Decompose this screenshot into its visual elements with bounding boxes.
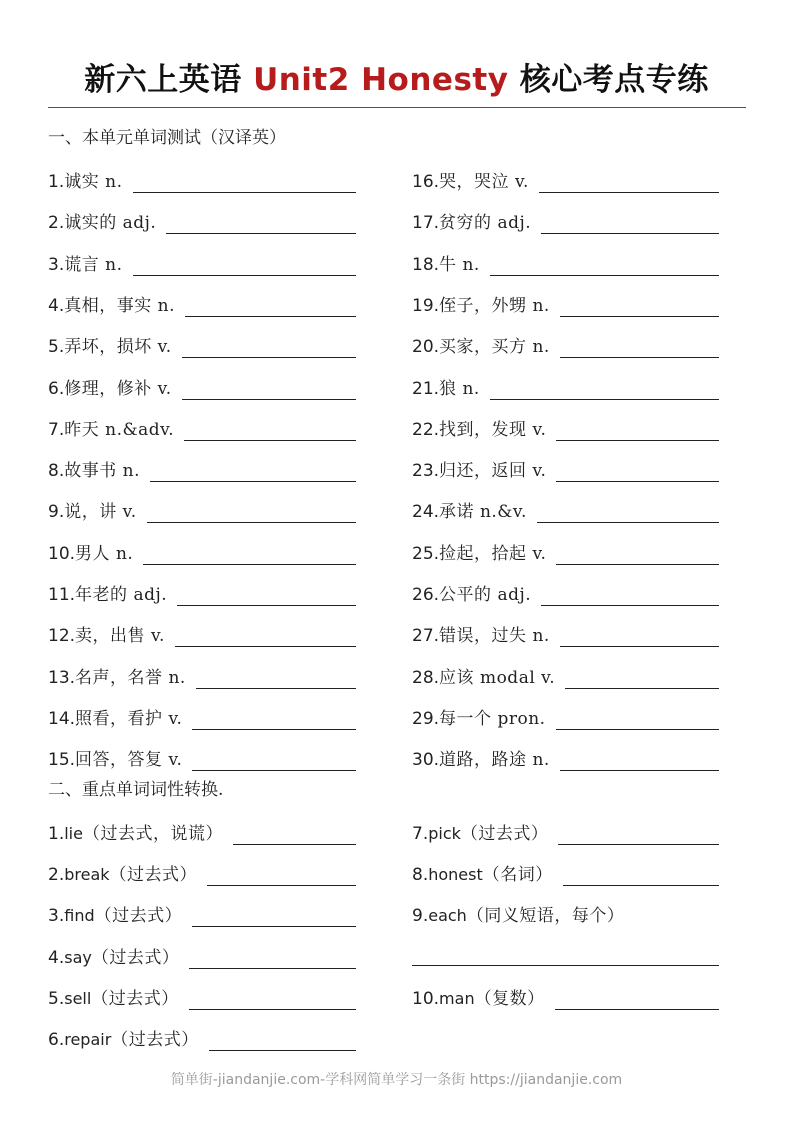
vocab-item bbox=[412, 541, 719, 565]
item-number: 10. bbox=[48, 544, 76, 564]
item-number: 21. bbox=[412, 379, 440, 399]
item-word: each bbox=[428, 906, 467, 925]
item-prompt: 侄子，外甥 n. bbox=[439, 296, 550, 316]
vocab-item bbox=[412, 293, 719, 317]
item-prompt: 每一个 pron. bbox=[439, 709, 546, 729]
vocab-item bbox=[48, 541, 356, 565]
word-form-item bbox=[48, 945, 356, 969]
title-prefix: 新六上英语 bbox=[84, 62, 254, 98]
item-prompt: 道路，路途 n. bbox=[439, 750, 550, 770]
word-form-item bbox=[48, 862, 356, 886]
vocab-item bbox=[48, 169, 356, 193]
item-number: 17. bbox=[412, 213, 440, 233]
item-word: sell bbox=[64, 989, 92, 1008]
section2-heading: 二、重点单词词性转换. bbox=[48, 780, 224, 800]
answer-blank[interactable] bbox=[541, 585, 719, 606]
answer-blank[interactable] bbox=[184, 420, 356, 441]
item-prompt: 弄坏，损坏 v. bbox=[64, 337, 172, 357]
item-number: 10. bbox=[412, 989, 440, 1009]
vocab-item bbox=[48, 210, 356, 234]
word-form-item bbox=[412, 986, 719, 1010]
answer-blank[interactable] bbox=[143, 544, 356, 565]
answer-blank[interactable] bbox=[182, 337, 356, 358]
vocab-item bbox=[48, 458, 356, 482]
word-form-item bbox=[48, 1027, 356, 1051]
word-form-item bbox=[412, 821, 719, 845]
vocab-item bbox=[412, 623, 719, 647]
item-prompt: 承诺 n.&v. bbox=[439, 502, 527, 522]
answer-blank[interactable] bbox=[556, 544, 719, 565]
vocab-item bbox=[412, 582, 719, 606]
item-word: repair bbox=[64, 1030, 112, 1049]
item-prompt: 找到，发现 v. bbox=[439, 420, 547, 440]
item-number: 6. bbox=[48, 1030, 65, 1050]
item-number: 7. bbox=[412, 824, 429, 844]
word-form-item bbox=[412, 862, 719, 886]
vocab-item bbox=[48, 334, 356, 358]
answer-blank[interactable] bbox=[555, 989, 719, 1010]
item-number: 5. bbox=[48, 337, 65, 357]
item-number: 16. bbox=[412, 172, 440, 192]
item-number: 9. bbox=[412, 906, 429, 926]
answer-blank[interactable] bbox=[133, 172, 357, 193]
word-form-item bbox=[48, 821, 356, 845]
item-prompt: 应该 modal v. bbox=[439, 668, 556, 688]
answer-blank[interactable] bbox=[150, 461, 356, 482]
item-word: find bbox=[64, 906, 95, 925]
item-prompt: 名声，名誉 n. bbox=[75, 668, 186, 688]
item-prompt: 牛 n. bbox=[439, 255, 480, 275]
vocab-item bbox=[412, 376, 719, 400]
vocab-item bbox=[48, 747, 356, 771]
item-prompt: 捡起，拾起 v. bbox=[439, 544, 547, 564]
item-number: 20. bbox=[412, 337, 440, 357]
item-prompt: 照看，看护 v. bbox=[75, 709, 183, 729]
item-prompt: 诚实 n. bbox=[64, 172, 123, 192]
item-number: 3. bbox=[48, 255, 65, 275]
item-number: 22. bbox=[412, 420, 440, 440]
item-word: man bbox=[439, 989, 475, 1008]
vocab-item bbox=[412, 665, 719, 689]
item-prompt: 归还，返回 v. bbox=[439, 461, 547, 481]
answer-blank[interactable] bbox=[537, 502, 719, 523]
answer-blank[interactable] bbox=[490, 255, 719, 276]
item-prompt: 买家，买方 n. bbox=[439, 337, 550, 357]
vocab-item bbox=[48, 582, 356, 606]
item-prompt: 卖，出售 v. bbox=[75, 626, 165, 646]
vocab-item bbox=[48, 376, 356, 400]
answer-blank[interactable] bbox=[233, 824, 356, 845]
item-number: 29. bbox=[412, 709, 440, 729]
item-hint: （过去式） bbox=[109, 865, 198, 885]
item-number: 4. bbox=[48, 948, 65, 968]
vocab-item bbox=[48, 623, 356, 647]
item-hint: （过去式，说谎） bbox=[82, 824, 223, 844]
item-number: 5. bbox=[48, 989, 65, 1009]
item-prompt: 公平的 adj. bbox=[439, 585, 532, 605]
item-prompt: 诚实的 adj. bbox=[64, 213, 157, 233]
item-number: 8. bbox=[412, 865, 429, 885]
answer-blank-extra[interactable] bbox=[412, 965, 719, 966]
item-prompt: 哭，哭泣 v. bbox=[439, 172, 529, 192]
item-hint: （复数） bbox=[474, 989, 545, 1009]
answer-blank[interactable] bbox=[539, 172, 719, 193]
item-hint: （名词） bbox=[482, 865, 553, 885]
item-number: 2. bbox=[48, 865, 65, 885]
vocab-item bbox=[48, 293, 356, 317]
item-number: 8. bbox=[48, 461, 65, 481]
item-number: 1. bbox=[48, 172, 65, 192]
item-prompt: 男人 n. bbox=[75, 544, 134, 564]
answer-blank[interactable] bbox=[560, 337, 719, 358]
answer-blank[interactable] bbox=[185, 296, 356, 317]
item-number: 1. bbox=[48, 824, 65, 844]
item-number: 7. bbox=[48, 420, 65, 440]
page-footer: 简单街-jiandanjie.com-学科网简单学习一条街 https://jiandanjie.com bbox=[170, 1072, 623, 1088]
answer-blank[interactable] bbox=[490, 379, 719, 400]
answer-blank[interactable] bbox=[166, 213, 356, 234]
answer-blank[interactable] bbox=[558, 824, 719, 845]
title-suffix: 核心考点专练 bbox=[508, 62, 709, 98]
item-prompt: 真相，事实 n. bbox=[64, 296, 175, 316]
item-number: 24. bbox=[412, 502, 440, 522]
item-hint: （同义短语，每个） bbox=[466, 906, 625, 926]
answer-blank[interactable] bbox=[541, 213, 719, 234]
vocab-item bbox=[48, 665, 356, 689]
word-form-item bbox=[48, 986, 356, 1010]
answer-blank[interactable] bbox=[147, 502, 356, 523]
item-number: 13. bbox=[48, 668, 76, 688]
item-number: 26. bbox=[412, 585, 440, 605]
item-number: 6. bbox=[48, 379, 65, 399]
item-word: honest bbox=[428, 865, 483, 884]
answer-blank[interactable] bbox=[209, 1030, 356, 1051]
vocab-item bbox=[412, 747, 719, 771]
item-number: 3. bbox=[48, 906, 65, 926]
item-number: 19. bbox=[412, 296, 440, 316]
word-form-item bbox=[412, 903, 719, 927]
vocab-item bbox=[412, 169, 719, 193]
answer-blank[interactable] bbox=[175, 626, 356, 647]
vocab-item bbox=[412, 334, 719, 358]
answer-blank[interactable] bbox=[189, 989, 356, 1010]
item-word: lie bbox=[64, 824, 83, 843]
item-prompt: 谎言 n. bbox=[64, 255, 123, 275]
item-word: break bbox=[64, 865, 110, 884]
answer-blank[interactable] bbox=[556, 709, 719, 730]
item-prompt: 狼 n. bbox=[439, 379, 480, 399]
answer-blank[interactable] bbox=[560, 750, 719, 771]
item-prompt: 贫穷的 adj. bbox=[439, 213, 532, 233]
item-prompt: 回答，答复 v. bbox=[75, 750, 183, 770]
item-number: 15. bbox=[48, 750, 76, 770]
item-hint: （过去式） bbox=[94, 906, 183, 926]
answer-blank[interactable] bbox=[565, 668, 719, 689]
item-number: 28. bbox=[412, 668, 440, 688]
item-number: 12. bbox=[48, 626, 76, 646]
answer-blank[interactable] bbox=[192, 709, 356, 730]
item-number: 4. bbox=[48, 296, 65, 316]
answer-blank[interactable] bbox=[177, 585, 356, 606]
vocab-item bbox=[48, 499, 356, 523]
vocab-item bbox=[412, 499, 719, 523]
answer-blank[interactable] bbox=[192, 750, 356, 771]
answer-blank[interactable] bbox=[133, 255, 357, 276]
answer-blank[interactable] bbox=[207, 865, 356, 886]
item-prompt: 故事书 n. bbox=[64, 461, 140, 481]
answer-blank[interactable] bbox=[192, 906, 356, 927]
vocab-item bbox=[48, 252, 356, 276]
item-hint: （过去式） bbox=[460, 824, 549, 844]
answer-blank[interactable] bbox=[189, 948, 356, 969]
item-prompt: 年老的 adj. bbox=[75, 585, 168, 605]
item-hint: （过去式） bbox=[111, 1030, 199, 1050]
answer-blank[interactable] bbox=[563, 865, 719, 886]
item-number: 27. bbox=[412, 626, 440, 646]
vocab-item bbox=[412, 706, 719, 730]
item-number: 2. bbox=[48, 213, 65, 233]
item-number: 23. bbox=[412, 461, 440, 481]
vocab-item bbox=[412, 417, 719, 441]
answer-blank[interactable] bbox=[556, 420, 719, 441]
item-number: 14. bbox=[48, 709, 76, 729]
vocab-item bbox=[48, 417, 356, 441]
answer-blank[interactable] bbox=[560, 626, 719, 647]
answer-blank[interactable] bbox=[556, 461, 719, 482]
item-number: 9. bbox=[48, 502, 65, 522]
vocab-item bbox=[48, 706, 356, 730]
answer-blank[interactable] bbox=[196, 668, 356, 689]
vocab-item bbox=[412, 458, 719, 482]
title-divider bbox=[48, 107, 746, 108]
title-accent: Unit2 Honesty bbox=[253, 62, 509, 98]
item-number: 18. bbox=[412, 255, 440, 275]
page-title bbox=[0, 58, 793, 102]
item-hint: （过去式） bbox=[91, 948, 180, 968]
item-prompt: 错误，过失 n. bbox=[439, 626, 550, 646]
item-word: say bbox=[64, 948, 92, 967]
item-prompt: 修理，修补 v. bbox=[64, 379, 172, 399]
item-number: 25. bbox=[412, 544, 440, 564]
item-number: 11. bbox=[48, 585, 76, 605]
section1-heading: 一、本单元单词测试（汉译英） bbox=[48, 128, 286, 148]
answer-blank[interactable] bbox=[182, 379, 356, 400]
word-form-item bbox=[48, 903, 356, 927]
vocab-item bbox=[412, 210, 719, 234]
item-word: pick bbox=[428, 824, 461, 843]
vocab-item bbox=[412, 252, 719, 276]
item-prompt: 说，讲 v. bbox=[64, 502, 137, 522]
answer-blank[interactable] bbox=[560, 296, 719, 317]
item-hint: （过去式） bbox=[91, 989, 179, 1009]
item-prompt: 昨天 n.&adv. bbox=[64, 420, 175, 440]
item-number: 30. bbox=[412, 750, 440, 770]
